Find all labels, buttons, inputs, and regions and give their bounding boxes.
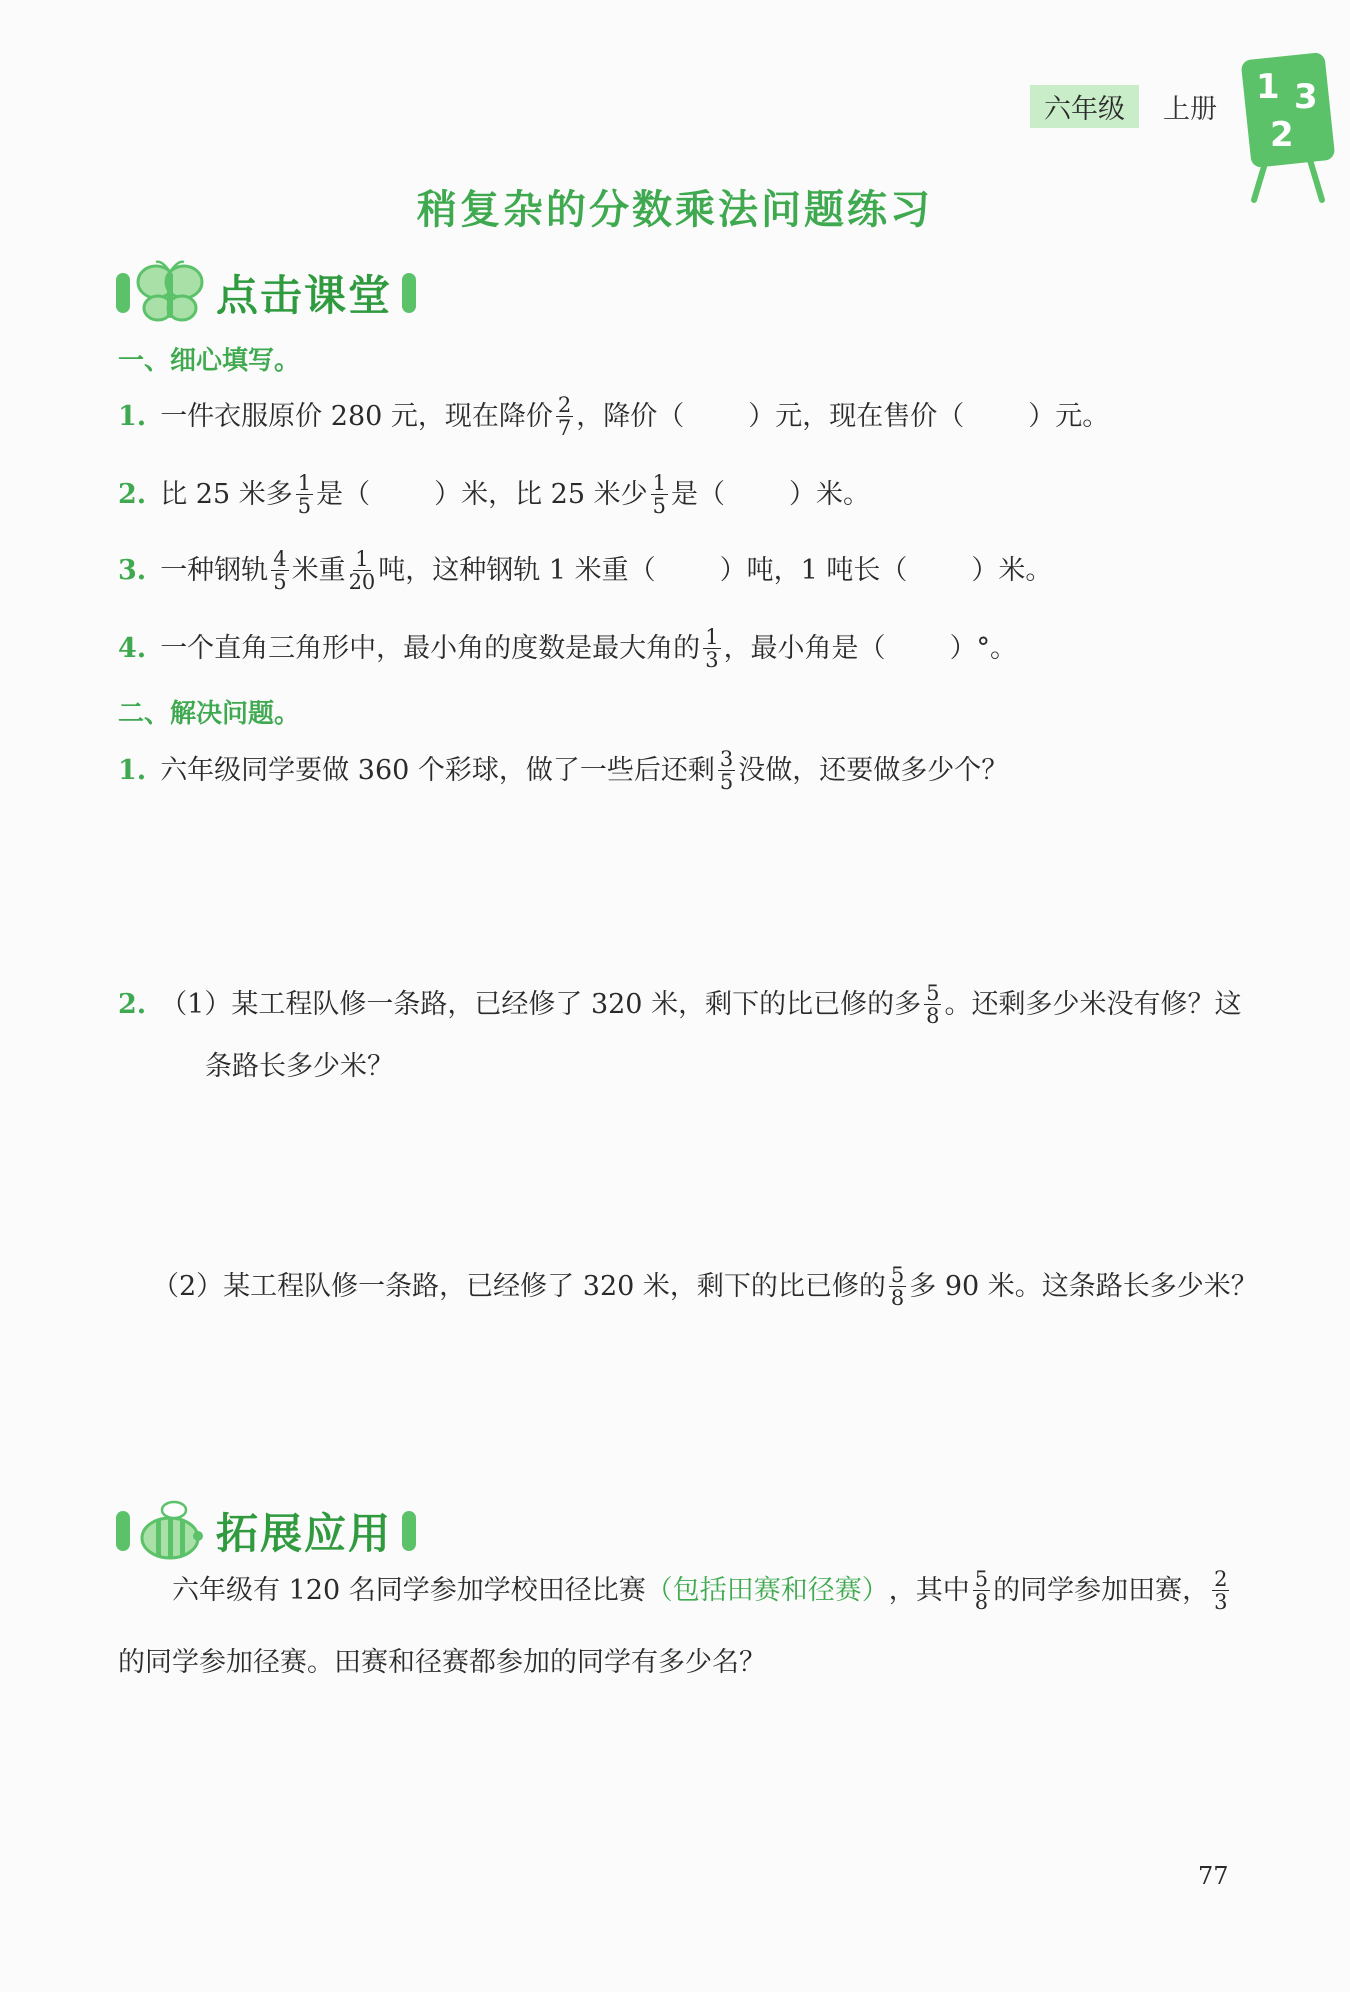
fraction	[349, 548, 376, 593]
fraction-numerator: 4	[273, 547, 287, 571]
question-text: 吨，这种钢轨 1 米重（	[378, 554, 656, 586]
bee-icon	[130, 1496, 210, 1566]
fraction-numerator: 2	[557, 393, 572, 417]
fraction-numerator: 1	[297, 471, 312, 495]
fraction-denominator: 5	[652, 494, 666, 518]
section-banner-extension	[116, 1496, 416, 1566]
fraction-numerator: 1	[652, 471, 666, 495]
section-label-classroom: 点击课堂	[216, 271, 393, 320]
question-number: 4.	[118, 632, 147, 664]
volume-label: 上册	[1163, 93, 1217, 125]
solve-question-2-part-1	[118, 982, 1241, 1027]
header-grade-volume	[1030, 86, 1217, 126]
fraction	[703, 626, 720, 671]
banner-cap-right	[402, 1511, 416, 1551]
problem-text: 的同学参加田赛，	[993, 1574, 1210, 1606]
fill-question-4	[118, 626, 1017, 671]
section-banner-classroom	[116, 258, 416, 328]
fraction-numerator: 5	[974, 1567, 989, 1591]
solve-question-2-part-2	[152, 1264, 1258, 1309]
fraction-denominator: 8	[974, 1590, 989, 1614]
question-text: 是（	[671, 478, 725, 510]
question-text: ）元，现在售价（	[748, 400, 965, 432]
question-text: 一种钢轨	[160, 554, 269, 586]
fraction-denominator: 20	[348, 570, 376, 594]
question-text: 多 90 米。这条路长多少米？	[909, 1270, 1258, 1302]
fraction	[889, 1264, 906, 1309]
fraction	[296, 472, 313, 517]
problem-text: ，其中	[888, 1574, 970, 1606]
fraction-denominator: 5	[297, 494, 312, 518]
question-text: 是（	[316, 478, 371, 510]
fraction-numerator: 1	[355, 547, 369, 571]
heading-fill-in: 一、细心填写。	[118, 346, 301, 376]
fraction	[271, 548, 288, 593]
question-text: 比 25 米多	[160, 478, 293, 510]
question-number: 2.	[118, 988, 147, 1020]
fraction-numerator: 2	[1214, 1567, 1228, 1591]
fraction-numerator: 5	[890, 1263, 905, 1287]
question-text: ）米，比 25 米少	[434, 478, 648, 510]
banner-cap-left	[116, 1511, 130, 1551]
logo-digit: 3	[1294, 77, 1318, 117]
fraction	[1212, 1568, 1229, 1613]
grade-label: 六年级	[1030, 85, 1139, 128]
extension-problem-line-2: 的同学参加径赛。田赛和径赛都参加的同学有多少名？	[118, 1647, 766, 1678]
question-number: 1.	[118, 400, 147, 432]
fraction	[973, 1568, 990, 1613]
question-text: （2）某工程队修一条路，已经修了 320 米，剩下的比已修的	[152, 1270, 886, 1302]
butterfly-icon	[130, 258, 210, 328]
logo-digit: 1	[1256, 67, 1280, 107]
question-text: （1）某工程队修一条路，已经修了 320 米，剩下的比已修的多	[160, 988, 922, 1020]
question-text: 一个直角三角形中，最小角的度数是最大角的	[160, 632, 701, 664]
extension-problem-line-1	[172, 1568, 1232, 1613]
question-text: 。还剩多少米没有修？这	[944, 988, 1242, 1020]
fraction-denominator: 3	[1214, 1590, 1228, 1614]
fraction	[651, 472, 668, 517]
fraction	[556, 394, 573, 439]
fraction	[718, 748, 735, 793]
page-title: 稍复杂的分数乘法问题练习	[417, 187, 933, 233]
question-text: ）米。	[789, 478, 870, 510]
problem-text: 六年级有 120 名同学参加学校田径比赛	[172, 1574, 646, 1606]
question-text: 没做，还要做多少个？	[738, 754, 1009, 786]
problem-note: （包括田赛和径赛）	[645, 1574, 889, 1606]
question-text: ）°。	[949, 632, 1018, 664]
question-text: 米重	[291, 554, 346, 586]
question-text: ）元。	[1028, 400, 1110, 432]
question-text: ）米。	[971, 554, 1053, 586]
question-text-continued: 条路长多少米？	[205, 1051, 394, 1082]
fill-question-1	[118, 394, 1109, 439]
question-text: ，降价（	[576, 400, 685, 432]
question-number: 2.	[118, 478, 147, 510]
question-text: ，最小角是（	[723, 632, 886, 664]
fraction-denominator: 5	[273, 570, 287, 594]
question-text: ）吨，1 吨长（	[719, 554, 908, 586]
solve-question-1	[118, 748, 1008, 793]
question-text: 一件衣服原价 280 元，现在降价	[160, 400, 553, 432]
banner-cap-left	[116, 273, 130, 313]
logo-digit: 2	[1270, 115, 1294, 155]
fraction-numerator: 3	[719, 747, 734, 771]
fraction-numerator: 5	[926, 981, 940, 1005]
fraction-denominator: 5	[719, 770, 734, 794]
fraction-numerator: 1	[705, 625, 719, 649]
fraction-denominator: 8	[926, 1004, 940, 1028]
question-text: 六年级同学要做 360 个彩球，做了一些后还剩	[160, 754, 715, 786]
heading-solve-problems: 二、解决问题。	[118, 699, 301, 729]
fraction	[924, 982, 941, 1027]
fraction-denominator: 7	[557, 416, 572, 440]
section-label-extension: 拓展应用	[216, 1509, 393, 1558]
fraction-denominator: 8	[890, 1286, 905, 1310]
question-number: 3.	[118, 554, 147, 586]
fill-question-2	[118, 472, 870, 517]
banner-cap-right	[402, 273, 416, 313]
fraction-denominator: 3	[705, 648, 719, 672]
question-number: 1.	[118, 754, 147, 786]
fill-question-3	[118, 548, 1052, 593]
page-number: 77	[1198, 1862, 1229, 1890]
